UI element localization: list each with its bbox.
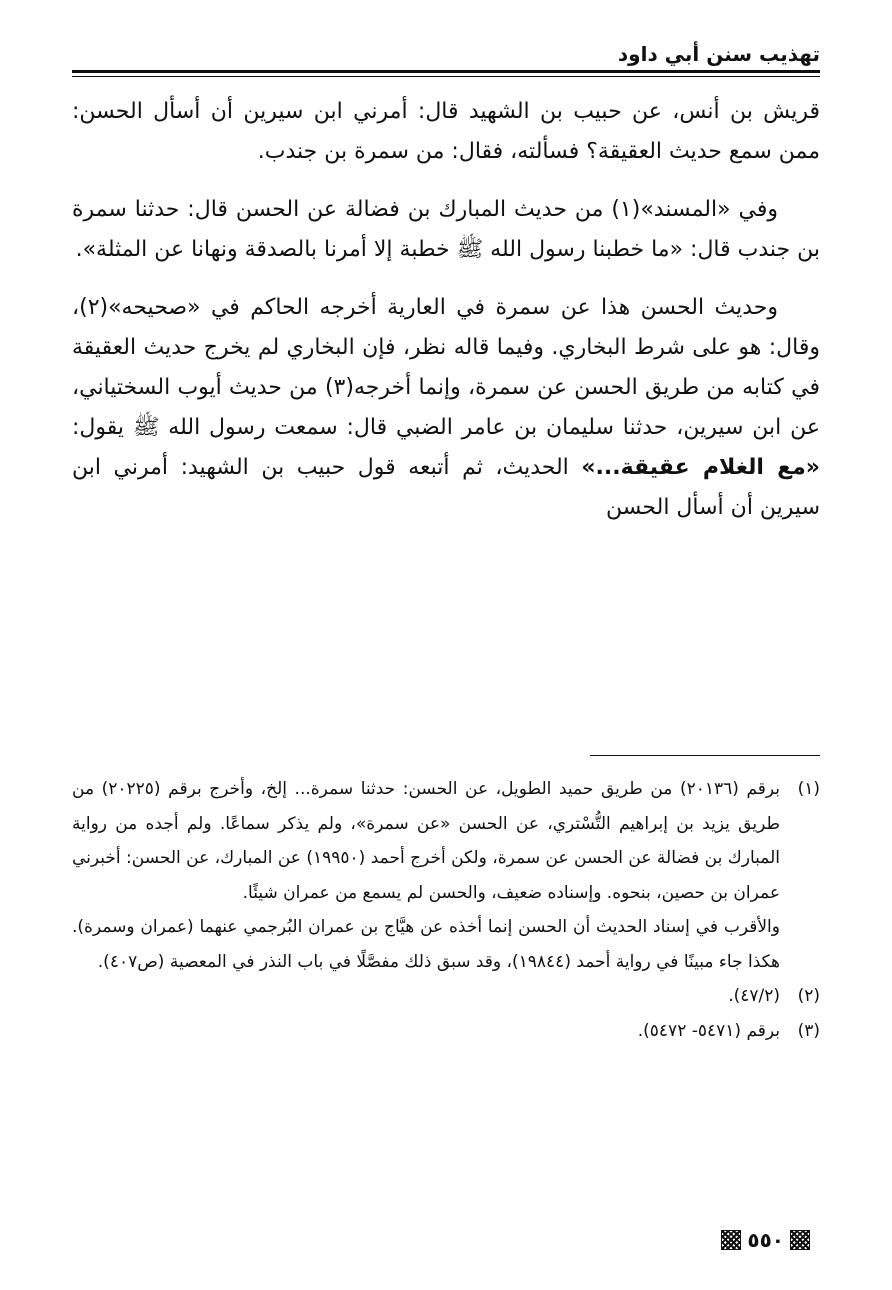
footnote-text: (٤٧/٢). [728,986,780,1006]
running-header [72,38,820,68]
header-rule [72,70,820,73]
hadith-quote: «مع الغلام عقيقة...» [581,455,821,480]
footnote-separator [590,755,820,756]
footnote-2 [72,979,820,1014]
paragraph-3-part-1: وحديث الحسن هذا عن سمرة في العارية أخرجه الحاكم في «صحيحه»(٢)، وقال: هو على شرط البخاري. وفيما قاله نظر، فإن البخاري لم يخرج حديث العقيقة في كتابه من طريق الحسن عن سمرة، وإنما أخرجه(٣) من حديث أيوب السختياني، عن ابن سيرين، حدثنا سليمان بن عامر الضبي قال: سمعت رسول الله ﷺ يقول: [72,295,820,440]
footnote-number: (٣) [797,1020,820,1041]
ornament-icon [790,1230,810,1250]
page-number: ٥٥٠ [747,1228,784,1252]
footnotes [72,772,820,1048]
page-number-block [721,1228,810,1252]
paragraph-3 [72,288,820,528]
footnote-1 [72,772,820,979]
header-rule-thin [72,76,820,77]
footnote-text: والأقرب في إسناد الحديث أن الحسن إنما أخذه عن هيَّاج بن عمران البُرجمي عنهما (عمران وسمرة). هكذا جاء مبينًا في رواية أحمد (١٩٨٤٤)، وقد سبق ذلك مفصَّلًا في باب النذر في المعصية (ص٤٠٧). [72,917,780,972]
footnote-number: (١) [797,779,820,799]
paragraph-1: قريش بن أنس، عن حبيب بن الشهيد قال: أمرني ابن سيرين أن أسأل الحسن: ممن سمع حديث العقيقة؟ فسألته، فقال: من سمرة بن جندب. [72,99,820,164]
ornament-icon [721,1230,741,1250]
footnote-number: (٢) [797,986,820,1006]
paragraph-3-part-2: الحديث، ثم أتبعه قول حبيب بن الشهيد: أمرني ابن سيرين أن أسأل الحسن [72,455,820,520]
book-title: تهذيب سنن أبي داود [617,42,820,66]
footnote-3 [72,1014,820,1049]
main-text [72,92,820,546]
paragraph-2: وفي «المسند»(١) من حديث المبارك بن فضالة عن الحسن قال: حدثنا سمرة بن جندب قال: «ما خطبنا رسول الله ﷺ خطبة إلا أمرنا بالصدقة ونهانا عن المثلة». [72,197,820,262]
footnote-text: برقم (٥٤٧١- ٥٤٧٢). [637,1020,780,1041]
footnote-text: برقم (٢٠١٣٦) من طريق حميد الطويل، عن الحسن: حدثنا سمرة... إلخ، وأخرج برقم (٢٠٢٢٥) من طريق يزيد بن إبراهيم التُّسْتري، عن الحسن «عن سمرة»، ولم يذكر سماعًا. ولم أجده من رواية المبارك بن فضالة عن الحسن عن سمرة، ولكن أخرج أحمد (١٩٩٥٠) عن المبارك، عن الحسن: أخبرني عمران بن حصين، بنحوه. وإسناده ضعيف، والحسن لم يسمع من عمران شيئًا. [72,779,781,903]
